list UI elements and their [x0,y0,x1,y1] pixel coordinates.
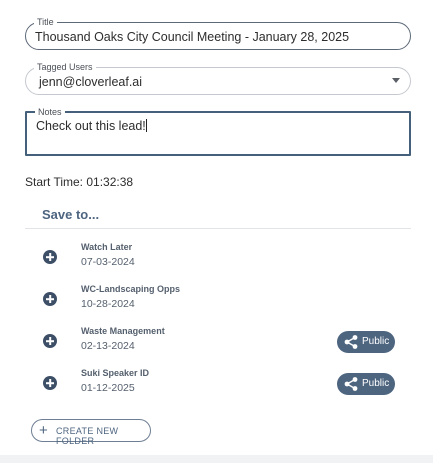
notes-text: Check out this lead! [36,119,146,133]
plus-circle-icon[interactable] [43,376,57,390]
folder-name: Waste Management [81,326,165,336]
create-new-folder-label: CREATE NEW FOLDER [56,426,119,446]
create-new-folder-button[interactable] [31,419,151,446]
plus-circle-icon[interactable] [43,334,57,348]
plus-icon: + [39,422,48,439]
notes-field[interactable] [25,107,411,156]
public-share-button[interactable] [337,373,395,395]
tagged-users-select[interactable] [25,62,411,95]
notes-field-value[interactable] [36,119,147,133]
plus-circle-icon[interactable] [43,250,57,264]
title-field-label: Title [34,16,57,28]
folder-item[interactable] [25,326,411,360]
folder-name: Watch Later [81,242,133,252]
folder-item[interactable] [25,284,411,318]
tagged-users-label: Tagged Users [34,61,96,73]
text-cursor [146,119,147,132]
folder-name: Suki Speaker ID [81,368,150,378]
folder-name: WC-Landscaping Opps [81,284,180,294]
public-label: Public [362,378,390,389]
title-field-value[interactable]: Thousand Oaks City Council Meeting - January 28, 2025 [35,30,350,44]
bottom-strip [0,455,433,463]
tagged-users-value[interactable]: jenn@cloverleaf.ai [39,75,143,89]
share-icon [343,376,359,392]
folder-item[interactable] [25,368,411,402]
folder-date: 01-12-2025 [81,382,135,394]
title-field[interactable] [25,17,411,50]
folder-date: 02-13-2024 [81,340,135,352]
chevron-down-icon[interactable] [392,78,400,83]
plus-circle-icon[interactable] [43,292,57,306]
divider [25,228,411,229]
folder-date: 10-28-2024 [81,298,135,310]
public-label: Public [362,336,390,347]
share-icon [343,334,359,350]
folder-item[interactable] [25,242,411,276]
start-time: Start Time: 01:32:38 [25,175,134,189]
notes-field-label: Notes [35,106,65,118]
folder-date: 07-03-2024 [81,256,135,268]
save-to-heading: Save to... [42,207,100,222]
public-share-button[interactable] [337,331,395,353]
